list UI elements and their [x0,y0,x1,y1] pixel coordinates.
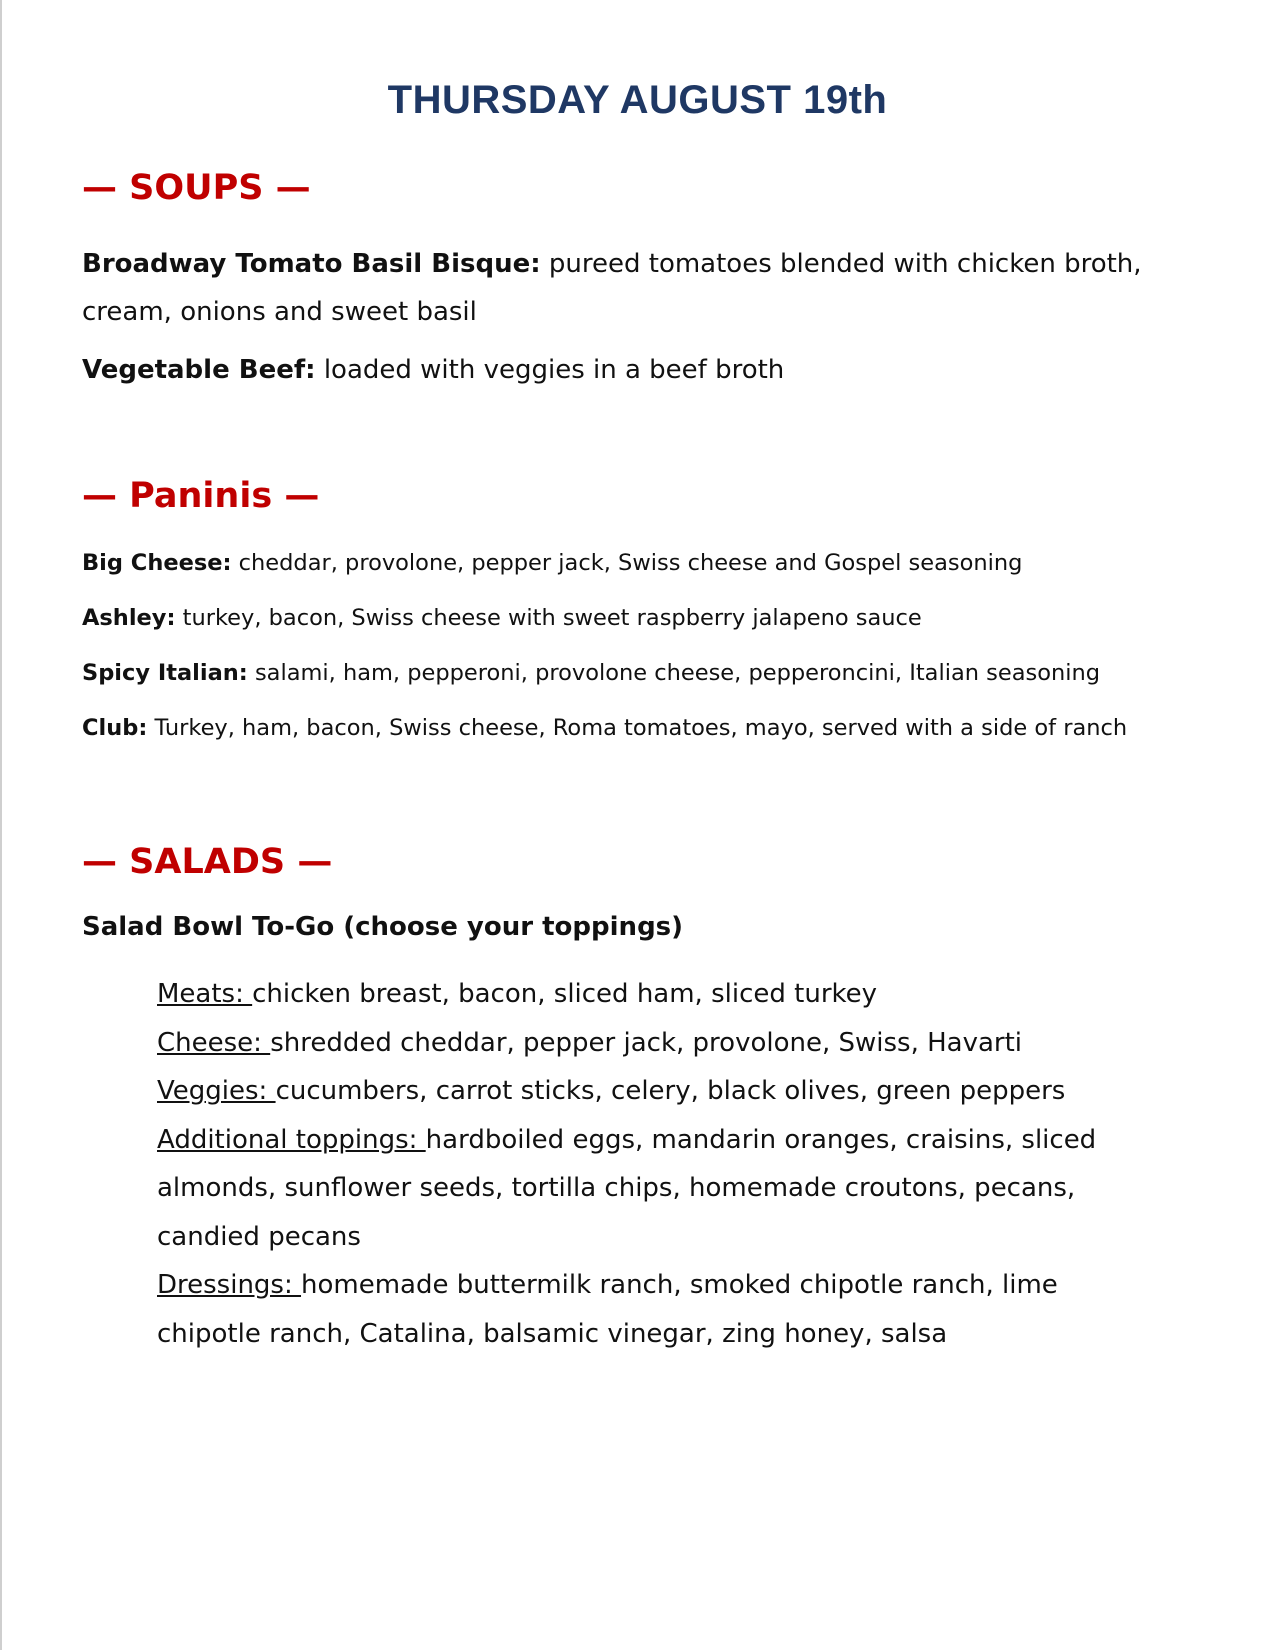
panini-item [82,658,1180,688]
topping-group [157,970,1157,1019]
topping-desc: chicken breast, bacon, sliced ham, sliced turkey [252,979,878,1009]
paninis-heading: — Paninis — [82,476,320,516]
panini-item-desc: Turkey, ham, bacon, Swiss cheese, Roma tomatoes, mayo, served with a side of ranch [147,715,1128,741]
panini-item-name: Spicy Italian: [82,660,248,686]
soup-item-name: Broadway Tomato Basil Bisque: [82,249,541,279]
topping-label: Veggies: [157,1076,276,1106]
page-left-edge [0,0,2,1650]
panini-item-name: Ashley: [82,605,176,631]
soup-item [82,240,1180,336]
salad-toppings-list [157,970,1157,1358]
topping-desc: homemade buttermilk ranch, smoked chipotle ranch, lime chipotle ranch, Catalina, balsamic vinegar, zing honey, salsa [157,1270,1058,1349]
panini-item-desc: salami, ham, pepperoni, provolone cheese, pepperoncini, Italian seasoning [247,660,1101,686]
topping-group [157,1067,1157,1116]
topping-group [157,1116,1157,1262]
soups-heading: — SOUPS — [82,168,311,208]
topping-group [157,1261,1157,1358]
panini-item-desc: cheddar, provolone, pepper jack, Swiss cheese and Gospel seasoning [231,550,1023,576]
page-title: THURSDAY AUGUST 19th [387,78,888,122]
soup-item-name: Vegetable Beef: [82,355,316,385]
topping-label: Cheese: [157,1027,271,1058]
salads-heading: — SALADS — [82,842,333,882]
topping-label: Meats: [157,979,253,1009]
panini-item [82,713,1180,743]
panini-item-desc: turkey, bacon, Swiss cheese with sweet raspberry jalapeno sauce [175,605,922,631]
salad-bowl-heading: Salad Bowl To-Go (choose your toppings) [82,912,684,942]
soup-item-desc: pureed tomatoes blended with chicken broth, cream, onions and sweet basil [82,249,1142,327]
topping-desc: cucumbers, carrot sticks, celery, black olives, green peppers [275,1076,1066,1106]
panini-item-name: Club: [82,715,148,741]
panini-item-name: Big Cheese: [82,550,232,576]
topping-desc: shredded cheddar, pepper jack, provolone, Swiss, Havarti [270,1027,1023,1058]
soup-item-desc: loaded with veggies in a beef broth [315,355,785,385]
soup-item [82,346,1180,394]
topping-group [157,1019,1157,1068]
topping-desc: hardboiled eggs, mandarin oranges, craisins, sliced almonds, sunflower seeds, tortilla chips, homemade croutons, pecans, candied pecans [157,1124,1097,1252]
topping-label: Additional toppings: [157,1124,426,1155]
panini-item [82,548,1180,578]
panini-item [82,603,1180,633]
topping-label: Dressings: [157,1270,302,1300]
